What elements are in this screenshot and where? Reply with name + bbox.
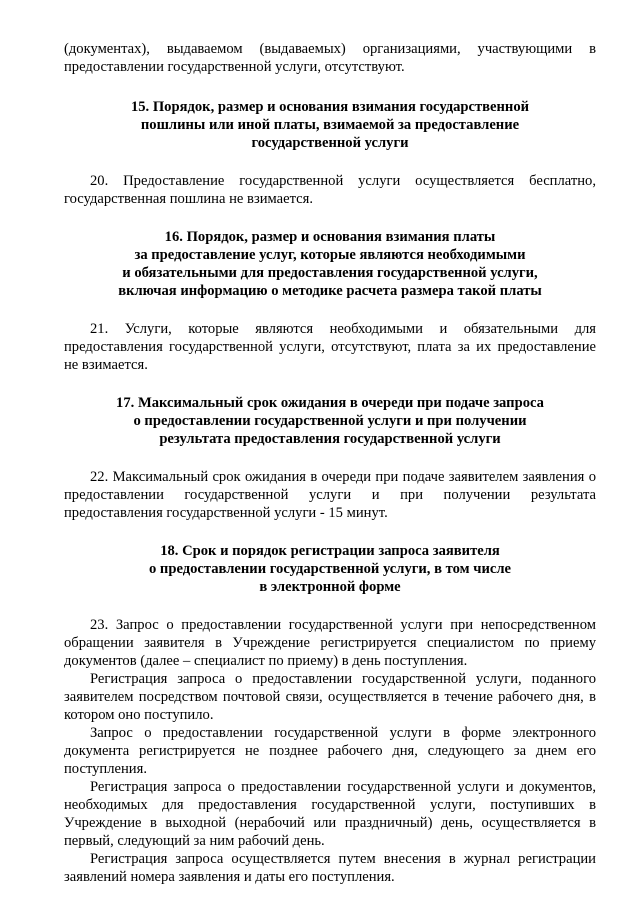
- intro-paragraph: (документах), выдаваемом (выдаваемых) организациями, участвующими в предоставлении государственной услуги, отсутствуют.: [64, 41, 596, 75]
- paragraph-electronic-registration: Запрос о предоставлении государственной услуги в форме электронного документа регистрируется не позднее рабочего дня, следующего за днем его поступления.: [64, 725, 596, 777]
- heading-line: включая информацию о методике расчета размера такой платы: [118, 283, 542, 299]
- heading-line: о предоставлении государственной услуги и при получении: [133, 413, 527, 429]
- heading-line: в электронной форме: [259, 579, 401, 595]
- paragraph-journal-registration: Регистрация запроса осуществляется путем внесения в журнал регистрации заявлений номера заявления и даты его поступления.: [64, 851, 596, 885]
- heading-line: о предоставлении государственной услуги, в том числе: [148, 561, 511, 577]
- paragraph-postal-registration: Регистрация запроса о предоставлении государственной услуги, поданного заявителем посредством почтовой связи, осуществляется в течение рабочего дня, в котором оно поступило.: [64, 671, 596, 723]
- section-16-heading: [64, 228, 596, 300]
- heading-line: 17. Максимальный срок ожидания в очереди при подаче запроса: [116, 395, 544, 411]
- section-18-heading: [64, 542, 596, 596]
- paragraph-20: 20. Предоставление государственной услуги осуществляется бесплатно, государственная пошлина не взимается.: [64, 173, 596, 207]
- heading-line: и обязательными для предоставления государственной услуги,: [122, 265, 538, 281]
- heading-line: 15. Порядок, размер и основания взимания государственной: [130, 99, 530, 115]
- heading-line: 18. Срок и порядок регистрации запроса заявителя: [160, 543, 500, 559]
- paragraph-21: 21. Услуги, которые являются необходимыми и обязательными для предоставления государственной услуги, отсутствуют, плата за их предоставление не взимается.: [64, 321, 596, 373]
- heading-line: государственной услуги: [251, 135, 409, 151]
- heading-line: результата предоставления государственной услуги: [159, 431, 501, 447]
- section-17-heading: [64, 394, 596, 448]
- paragraph-22: 22. Максимальный срок ожидания в очереди при подаче заявителем заявления о предоставлении государственной услуги и при получении результата предоставления государственной услуги - 15 минут.: [64, 469, 596, 521]
- heading-line: 16. Порядок, размер и основания взимания платы: [164, 229, 496, 245]
- section-15-heading: [64, 98, 596, 152]
- paragraph-weekend-registration: Регистрация запроса о предоставлении государственной услуги и документов, необходимых для предоставления государственной услуги, поступивших в Учреждение в выходной (нерабочий или праздничный) день, осуществляется в первый, следующий за ним рабочий день.: [64, 779, 596, 849]
- heading-line: за предоставление услуг, которые являются необходимыми: [134, 247, 526, 263]
- heading-line: пошлины или иной платы, взимаемой за предоставление: [140, 117, 520, 133]
- paragraph-23: 23. Запрос о предоставлении государственной услуги при непосредственном обращении заявителя в Учреждение регистрируется специалистом по приему документов (далее – специалист по приему) в день поступления.: [64, 617, 596, 669]
